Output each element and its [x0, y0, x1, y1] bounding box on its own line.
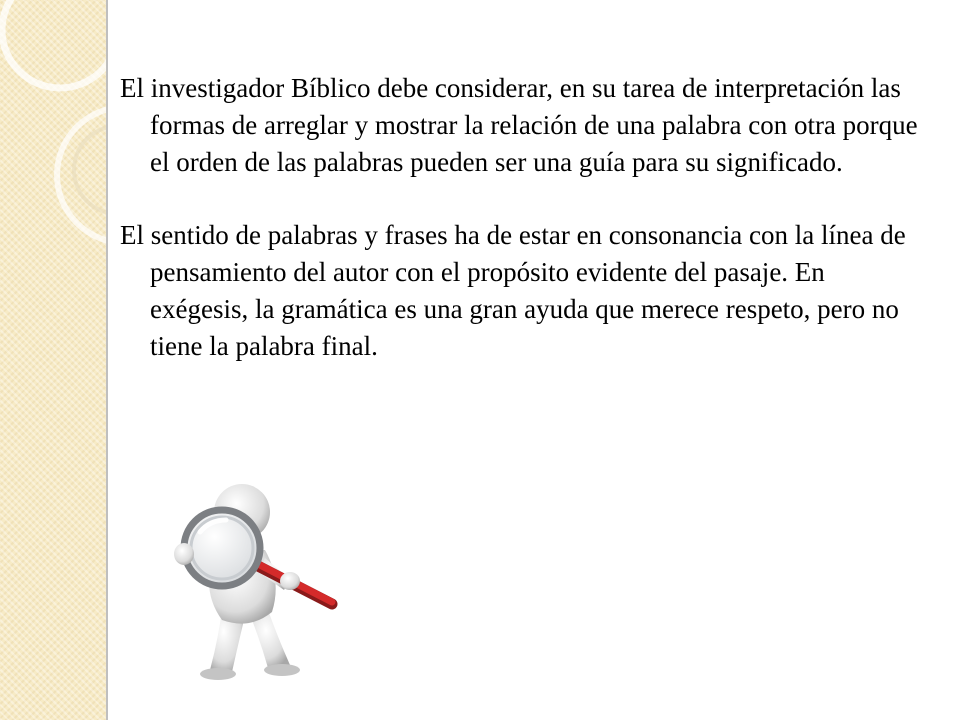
decorative-rings [0, 0, 106, 720]
decorative-side-panel [0, 0, 106, 720]
person-with-magnifying-glass-icon [160, 480, 360, 690]
paragraph-2: El sentido de palabras y frases ha de estar en consonancia con la línea de pensamiento del autor con el propósito evidente del pasaje. En exégesis, la gramática es una gran ayuda que merece respeto, pero no tiene la palabra final. [120, 220, 906, 361]
side-panel-border [106, 0, 108, 720]
slide-body [120, 70, 920, 401]
paragraph-1: El investigador Bíblico debe considerar, en su tarea de interpretación las formas de arreglar y mostrar la relación de una palabra con otra porque el orden de las palabras pueden ser una guía para su significado. [120, 73, 918, 177]
